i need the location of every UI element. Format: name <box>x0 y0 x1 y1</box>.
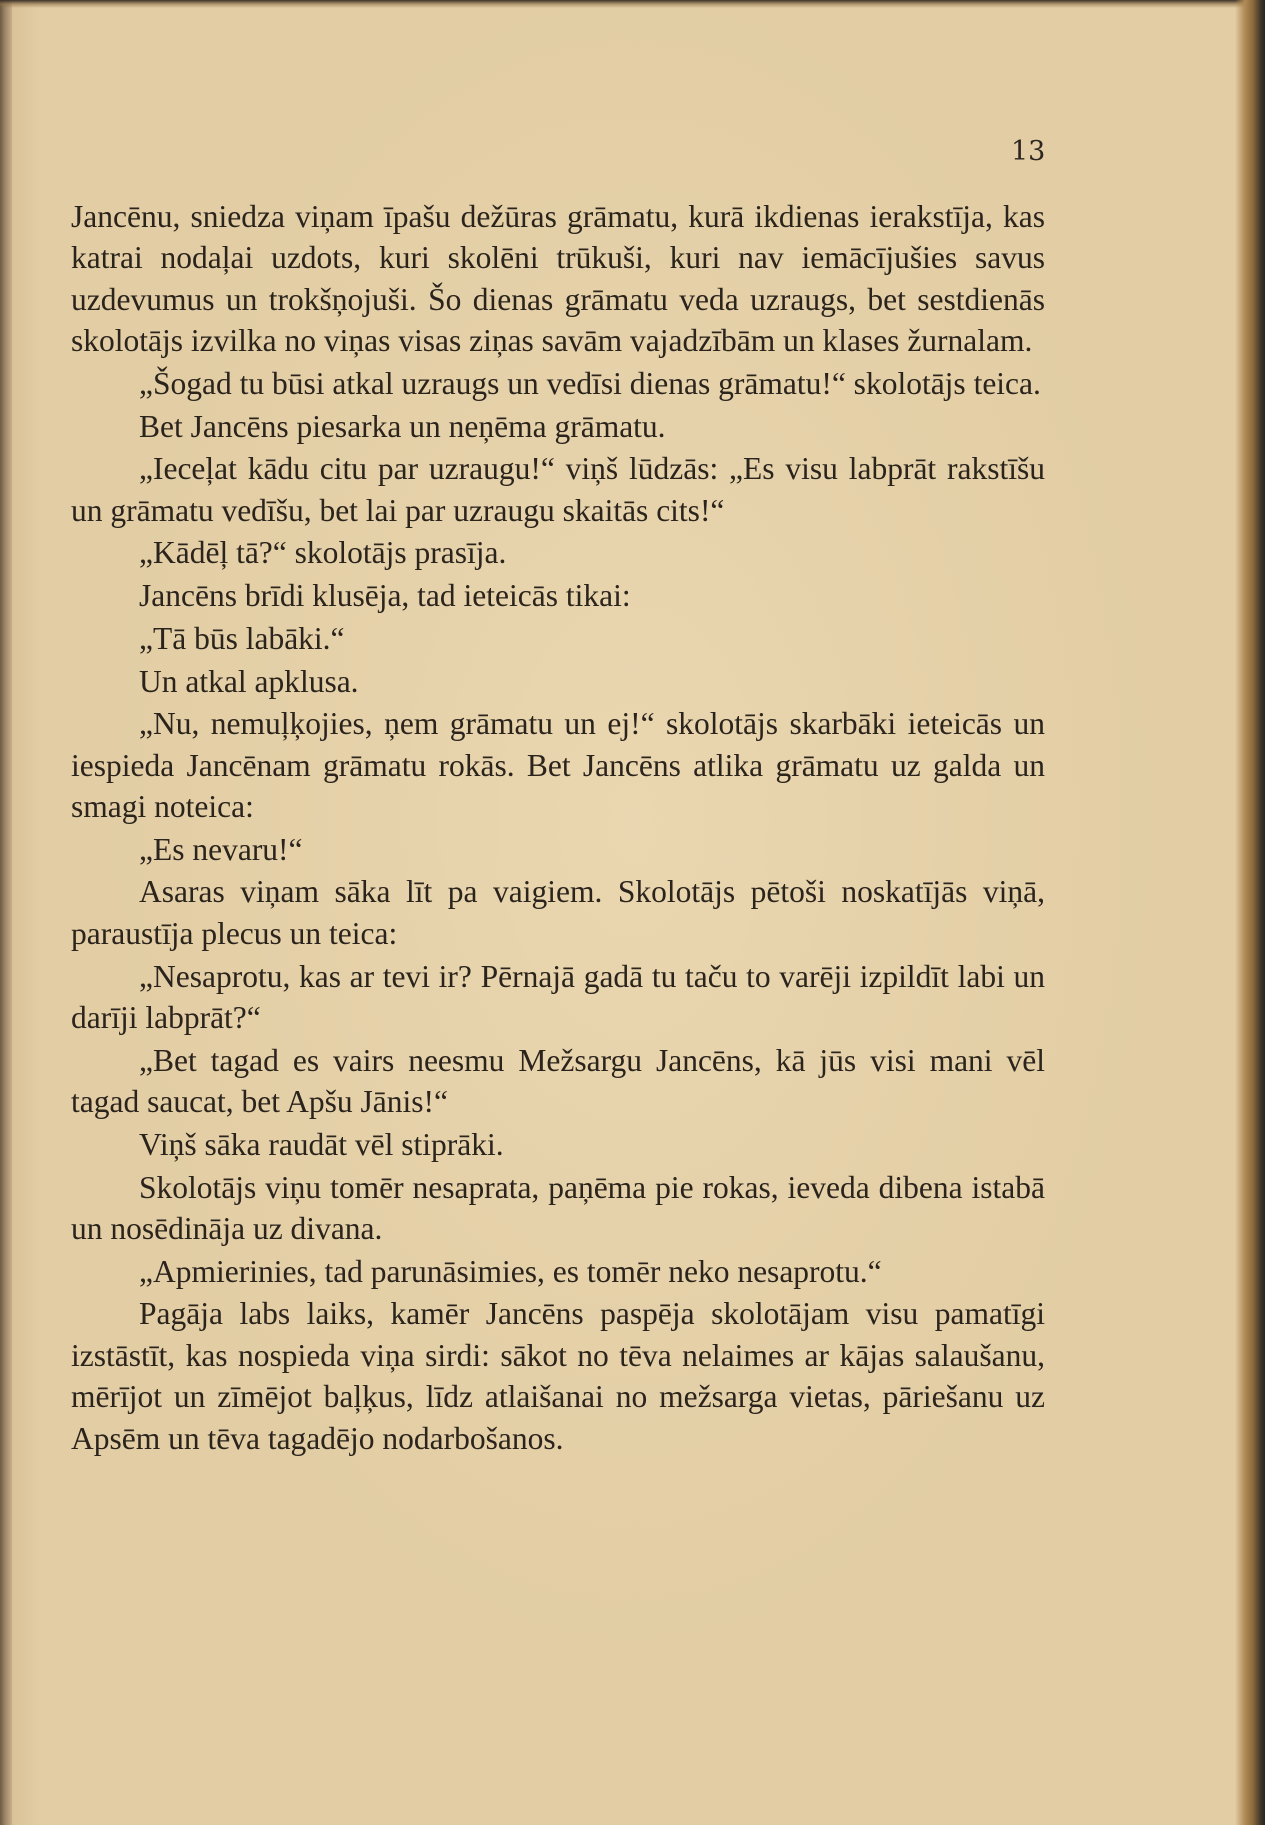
paragraph: Skolotājs viņu tomēr nesaprata, paņēma pie rokas, ieveda dibena istabā un nosēdināja uz divana. <box>71 1169 1045 1246</box>
paragraph: „Tā būs labāki.“ <box>139 620 345 656</box>
paragraph: Jancēns brīdi klusēja, tad ieteicās tikai: <box>139 578 631 614</box>
paragraph: Un atkal apklusa. <box>139 663 359 699</box>
paragraph: Viņš sāka raudāt vēl stiprāki. <box>139 1126 504 1162</box>
paragraph: Bet Jancēns piesarka un neņēma grāmatu. <box>139 408 666 444</box>
paragraph: „Bet tagad es vairs neesmu Mežsargu Jancēns, kā jūs visi mani vēl tagad saucat, bet Apšu Jānis!“ <box>71 1042 1045 1120</box>
page-left-edge <box>0 0 12 1825</box>
paragraph: „Nesaprotu, kas ar tevi ir? Pērnajā gadā tu taču to varēji izpildīt labi un darīji labprāt?“ <box>71 958 1045 1035</box>
paragraph: „Kādēļ tā?“ skolotājs prasīja. <box>139 535 507 571</box>
paragraph: Pagāja labs laiks, kamēr Jancēns paspēja skolotājam visu pamatīgi izstāstīt, kas nospieda viņa sirdi: sākot no tēva nelaimes ar kājas salaušanu, mērījot un zīmējot baļķus, līdz atlaišanai no mežsarga vietas, pāriešanu uz Apsēm un tēva tagadējo nodarbošanos. <box>71 1296 1045 1456</box>
page-right-edge <box>1235 0 1265 1825</box>
paragraph: „Es nevaru!“ <box>139 831 303 867</box>
page-top-edge <box>0 0 1265 8</box>
page-number: 13 <box>1011 136 1046 167</box>
paragraph: Asaras viņam sāka līt pa vaigiem. Skolotājs pētoši noskatījās viņā, paraustīja plecus un teica: <box>71 874 1045 951</box>
paragraph: „Ieceļat kādu citu par uzraugu!“ viņš lūdzās: „Es visu labprāt rakstīšu un grāmatu vedīšu, bet lai par uzraugu skaitās cits!“ <box>71 451 1045 528</box>
paragraph: „Nu, nemuļķojies, ņem grāmatu un ej!“ skolotājs skarbāki ieteicās un iespieda Jancēnam grāmatu rokās. Bet Jancēns atlika grāmatu uz galda un smagi noteica: <box>71 706 1045 825</box>
body-text <box>71 196 1045 1460</box>
paragraph: Jancēnu, sniedza viņam īpašu dežūras grāmatu, kurā ikdienas ierakstīja, kas katrai nodaļai uzdots, kuri skolēni trūkuši, kuri nav iemācījušies savus uzdevumus un trokšņojuši. Šo dienas grāmatu veda uzraugs, bet sestdienās skolotājs izvilka no viņas visas ziņas savām vajadzībām un klases žurnalam. <box>71 199 1045 359</box>
paragraph: „Šogad tu būsi atkal uzraugs un vedīsi dienas grāmatu!“ skolotājs teica. <box>139 365 1041 401</box>
paragraph: „Apmierinies, tad parunāsimies, es tomēr neko nesaprotu.“ <box>139 1253 882 1289</box>
